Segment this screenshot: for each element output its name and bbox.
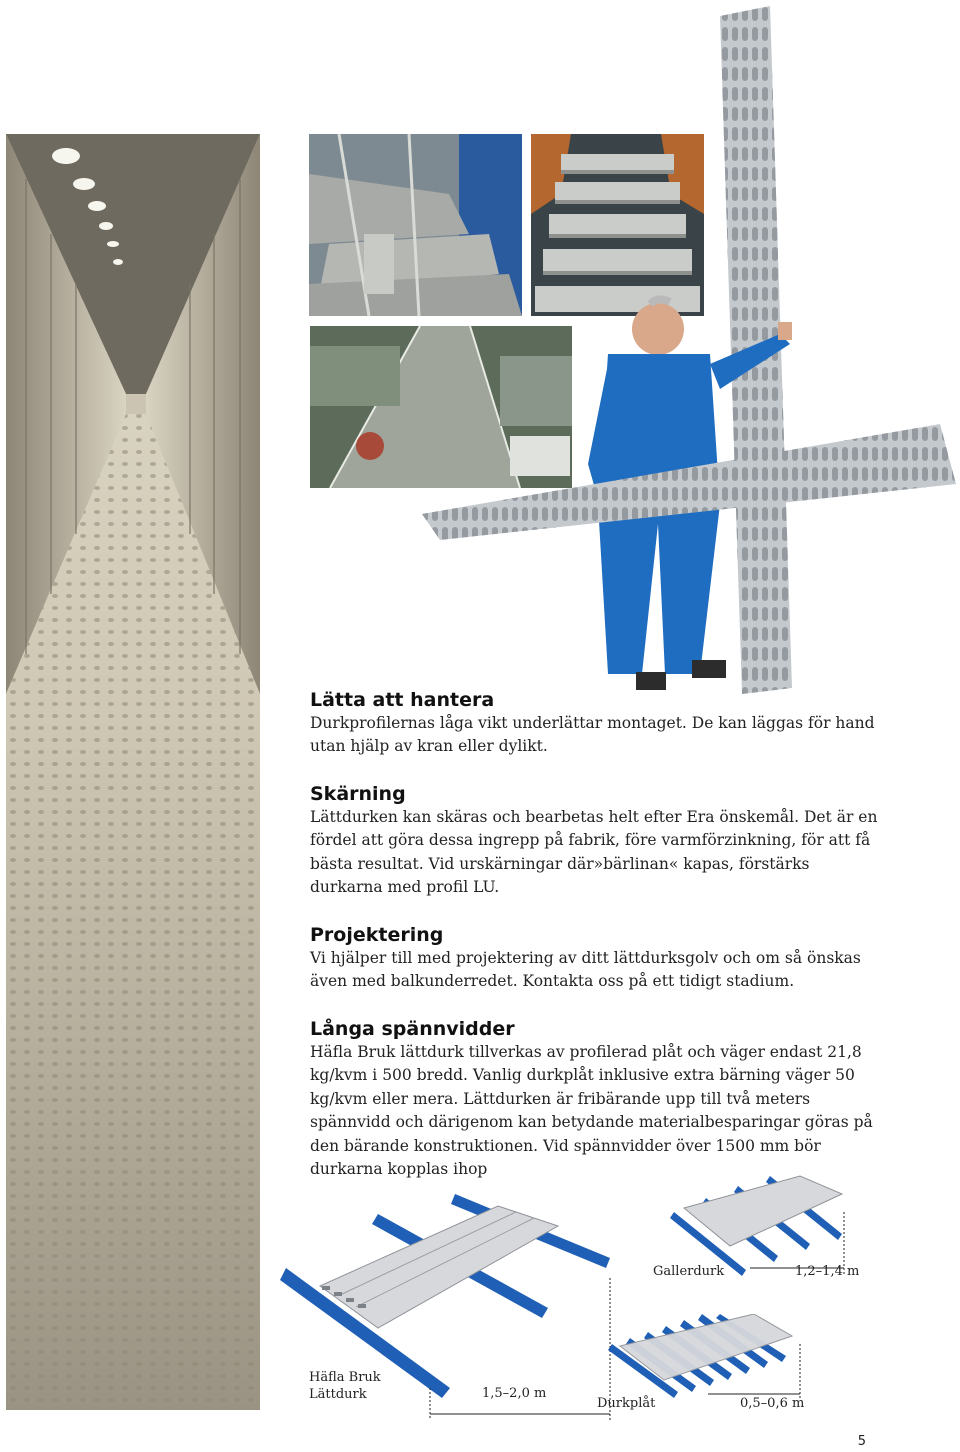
gallerdurk-label: Gallerdurk bbox=[653, 1264, 725, 1279]
durkplat-label: Durkplåt bbox=[597, 1396, 656, 1411]
section-heading: Lätta att hantera bbox=[310, 689, 495, 711]
section-heading: Långa spännvidder bbox=[310, 1018, 515, 1040]
section-planning bbox=[310, 923, 885, 994]
lattdurk-label-line1: Häfla Bruk bbox=[309, 1370, 381, 1385]
gallerdurk-span: 1,2–1,4 m bbox=[795, 1264, 860, 1279]
durkplat-span: 0,5–0,6 m bbox=[740, 1396, 805, 1411]
walkway-photo bbox=[6, 134, 260, 1410]
section-body: Häfla Bruk lättdurk tillverkas av profilerad plåt och väger endast 21,8 kg/kvm i 500 bredd. Vanlig durkplåt inklusive extra bärning väger 50 kg/kvm eller mera. Lättdurken är fribärande upp till två meters spännvidd och därigenom kan betydande materialbesparingar göras på den bärande konstruktionen. Vid spännvidder över 1500 mm bör durkarna kopplas ihop bbox=[310, 1043, 873, 1179]
durkplat-diagram bbox=[604, 1314, 804, 1404]
section-body: Lättdurken kan skäras och bearbetas helt efter Era önskemål. Det är en fördel att göra dessa ingrepp på fabrik, före varmförzinkning, för att få bästa resultat. Vid urskärningar där»bärlinan« kapas, förstärks durkarna med profil LU. bbox=[310, 808, 878, 897]
section-cutting bbox=[310, 782, 885, 900]
lattdurk-label-line2: Lättdurk bbox=[309, 1387, 367, 1402]
lattdurk-span: 1,5–2,0 m bbox=[482, 1386, 547, 1401]
section-easy-handling bbox=[310, 688, 885, 759]
page-number: 5 bbox=[857, 1434, 866, 1449]
section-heading: Projektering bbox=[310, 924, 444, 946]
section-heading: Skärning bbox=[310, 783, 406, 805]
durkplat-diagram-drawing bbox=[604, 1314, 804, 1404]
worker-with-gratings-photo bbox=[420, 4, 960, 696]
section-body: Durkprofilernas låga vikt underlättar montaget. De kan läggas för hand utan hjälp av kran eller dylikt. bbox=[310, 714, 875, 756]
section-long-spans bbox=[310, 1017, 885, 1181]
section-body: Vi hjälper till med projektering av ditt lättdurksgolv och om så önskas även med balkunderredet. Kontakta oss på ett tidigt stadium. bbox=[310, 949, 861, 991]
